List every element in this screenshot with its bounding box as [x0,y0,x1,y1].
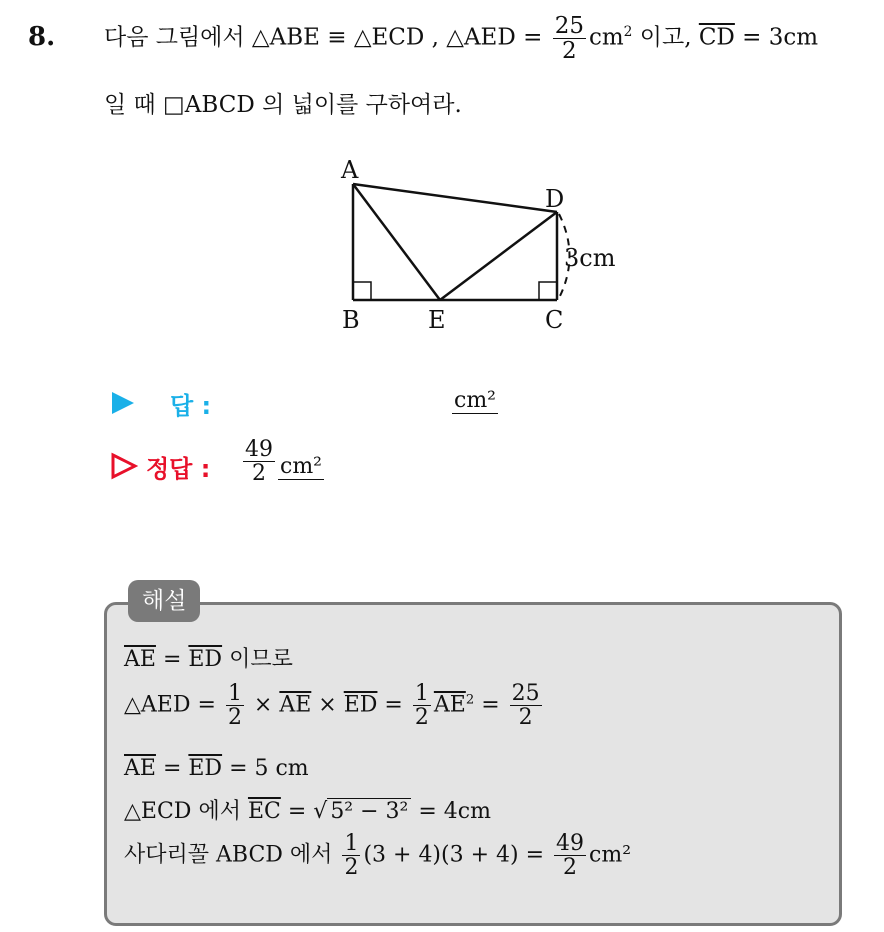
label-c: C [545,306,564,334]
solution-tab: 해설 [128,580,200,622]
edge-ad [353,184,557,212]
fraction: $\frac{25}{2}$ [554,13,584,65]
question-line-1: 다음 그림에서 △ABE ≡ △ECD , △AED = $\frac{25}{2}$ $cm^2$ 이고, $\overline{CD} = 3cm$ [104,13,819,65]
label-d: D [545,185,565,213]
label-a: A [341,156,359,184]
question-text: 다음 그림에서 △ABE ≡ △ECD , △AED = [104,24,550,51]
answer-unit: cm² [454,388,497,413]
correct-arrow-icon [110,452,138,480]
right-angle-b [353,282,371,300]
answer-label: 답 : [170,392,212,420]
label-b: B [342,306,360,334]
trapezoid-figure [330,150,630,340]
solution-line-3: $\overline{AE} = \overline{ED} = 5$ cm [124,756,309,781]
sqrt-expression: √ 5² − 3² [313,799,411,824]
question-number: 8. [28,22,56,52]
label-e: E [428,306,446,334]
correct-unit: cm² [280,454,323,479]
solution-line-5: 사다리꼴 ABCD 에서 $\frac{1}{2}$ (3 + 4)(3 + 4) = $\frac{49}{2}$ cm² [124,831,632,881]
correct-fraction: $\frac{49}{2}$ [245,437,273,487]
correct-label: 정답 : [146,455,211,483]
right-angle-c [539,282,557,300]
solution-line-1: $\overline{AE} = \overline{ED}$ 이므로 [124,647,293,672]
solution-line-4: △ECD 에서 $\overline{EC}$ = √ 5² − 3² = 4cm [124,799,491,824]
question-line-2: 일 때 □ABCD 의 넓이를 구하여라. [104,92,462,118]
length-label: 3cm [564,244,616,272]
answer-arrow-icon [110,390,136,416]
solution-line-2: △AED = $\frac{1}{2}$ × $\overline{AE} \times \overline{ED}$ = $\frac{1}{2}$ $\overline{AE}^2$ = $\frac{25}{2}$ [124,681,540,731]
